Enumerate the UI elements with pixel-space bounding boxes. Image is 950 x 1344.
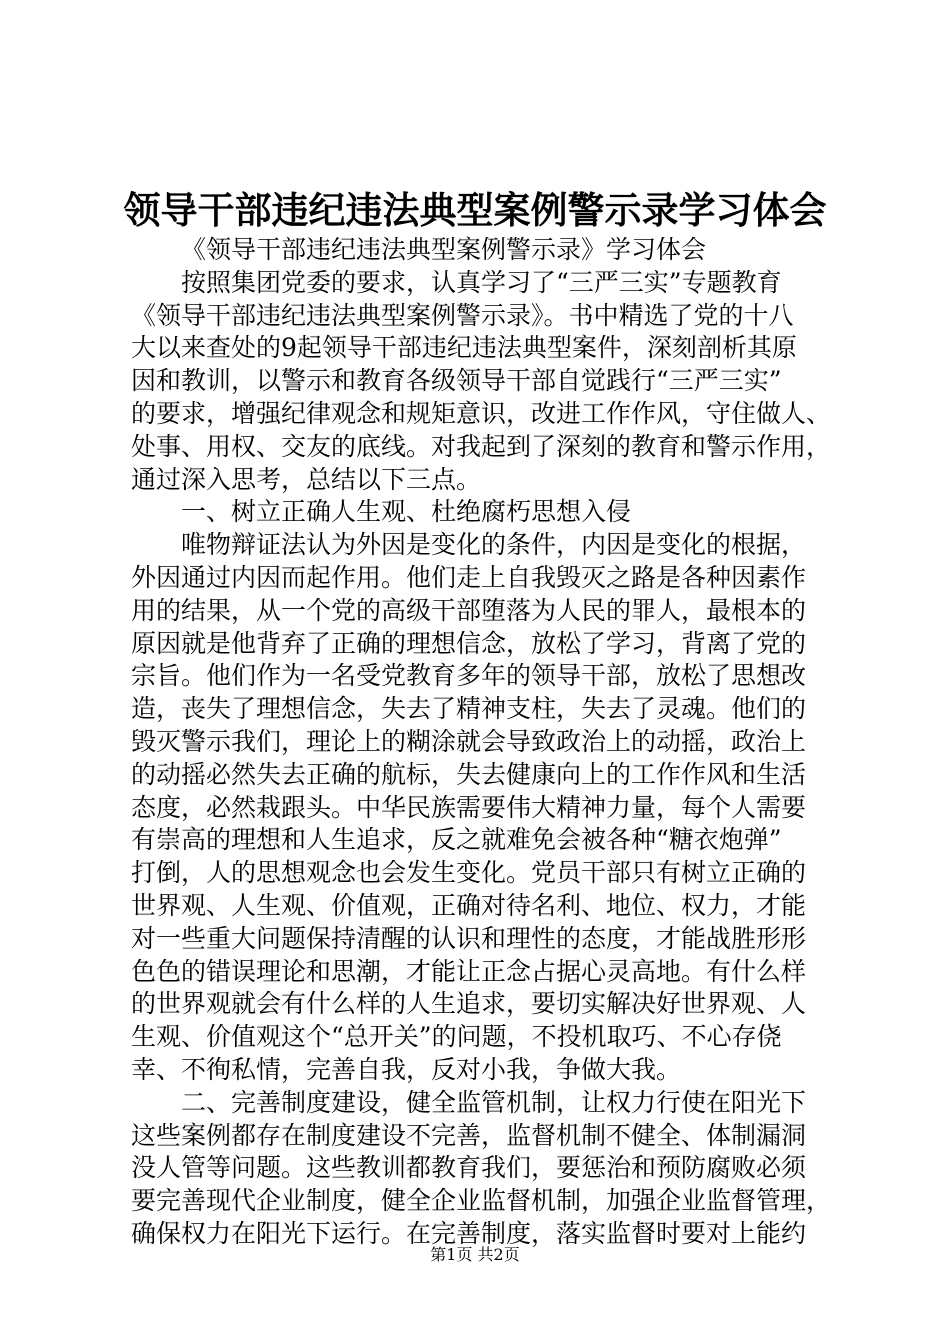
text-line: 的动摇必然失去正确的航标，失去健康向上的工作作风和生活 <box>131 759 807 789</box>
text-line: 毁灭警示我们，理论上的糊涂就会导致政治上的动摇，政治上 <box>131 726 807 756</box>
text-line: 对一些重大问题保持清醒的认识和理性的态度，才能战胜形形 <box>131 923 807 953</box>
text-line: 宗旨。他们作为一名受党教育多年的领导干部，放松了思想改 <box>131 661 807 691</box>
text-line: 的要求，增强纪律观念和规矩意识，改进工作作风，守住做人、 <box>131 398 831 428</box>
text-line: 生观、价值观这个“总开关”的问题，不投机取巧、不心存侥 <box>131 1022 782 1052</box>
text-line: 造，丧失了理想信念，失去了精神支柱，失去了灵魂。他们的 <box>131 694 807 724</box>
text-line: 一、树立正确人生观、杜绝腐朽思想入侵 <box>181 497 632 527</box>
text-line: 态度，必然栽跟头。中华民族需要伟大精神力量，每个人需要 <box>131 792 807 822</box>
text-line: 唯物辩证法认为外因是变化的条件，内因是变化的根据， <box>181 530 807 560</box>
text-line: 处事、用权、交友的底线。对我起到了深刻的教育和警示作用， <box>131 431 831 461</box>
text-line: 外因通过内因而起作用。他们走上自我毁灭之路是各种因素作 <box>131 562 807 592</box>
text-line: 大以来查处的9起领导干部违纪违法典型案件，深刻剖析其原 <box>131 333 797 363</box>
page-footer: 第1页 共2页 <box>430 1245 520 1264</box>
document-body <box>131 234 831 1251</box>
text-line: 按照集团党委的要求，认真学习了“三严三实”专题教育 <box>181 267 782 297</box>
text-line: 因和教训，以警示和教育各级领导干部自觉践行“三严三实” <box>131 366 782 396</box>
text-line: 幸、不徇私情，完善自我，反对小我，争做大我。 <box>131 1054 682 1084</box>
text-line: 二、完善制度建设，健全监管机制，让权力行使在阳光下 <box>181 1087 807 1117</box>
text-line: 原因就是他背弃了正确的理想信念，放松了学习，背离了党的 <box>131 628 807 658</box>
text-line: 通过深入思考，总结以下三点。 <box>131 464 482 494</box>
text-line: 确保权力在阳光下运行。在完善制度，落实监督时要对上能约 <box>131 1218 807 1248</box>
text-line: 这些案例都存在制度建设不完善，监督机制不健全、体制漏洞 <box>131 1120 807 1150</box>
text-line: 没人管等问题。这些教训都教育我们，要惩治和预防腐败必须 <box>131 1153 807 1183</box>
document-title: 领导干部违纪违法典型案例警示录学习体会 <box>123 188 827 232</box>
text-line: 《领导干部违纪违法典型案例警示录》学习体会 <box>181 235 707 264</box>
text-line: 打倒，人的思想观念也会发生变化。党员干部只有树立正确的 <box>131 858 807 888</box>
text-line: 要完善现代企业制度，健全企业监督机制，加强企业监督管理， <box>131 1186 831 1216</box>
text-line: 世界观、人生观、价值观，正确对待名利、地位、权力，才能 <box>131 890 807 920</box>
text-line: 有崇高的理想和人生追求，反之就难免会被各种“糖衣炮弹” <box>131 825 782 855</box>
text-line: 色色的错误理论和思潮，才能让正念占据心灵高地。有什么样 <box>131 956 807 986</box>
text-line: 的世界观就会有什么样的人生追求，要切实解决好世界观、人 <box>131 989 807 1019</box>
text-line: 《领导干部违纪违法典型案例警示录》。书中精选了党的十八 <box>131 300 794 330</box>
text-line: 用的结果，从一个党的高级干部堕落为人民的罪人，最根本的 <box>131 595 807 625</box>
